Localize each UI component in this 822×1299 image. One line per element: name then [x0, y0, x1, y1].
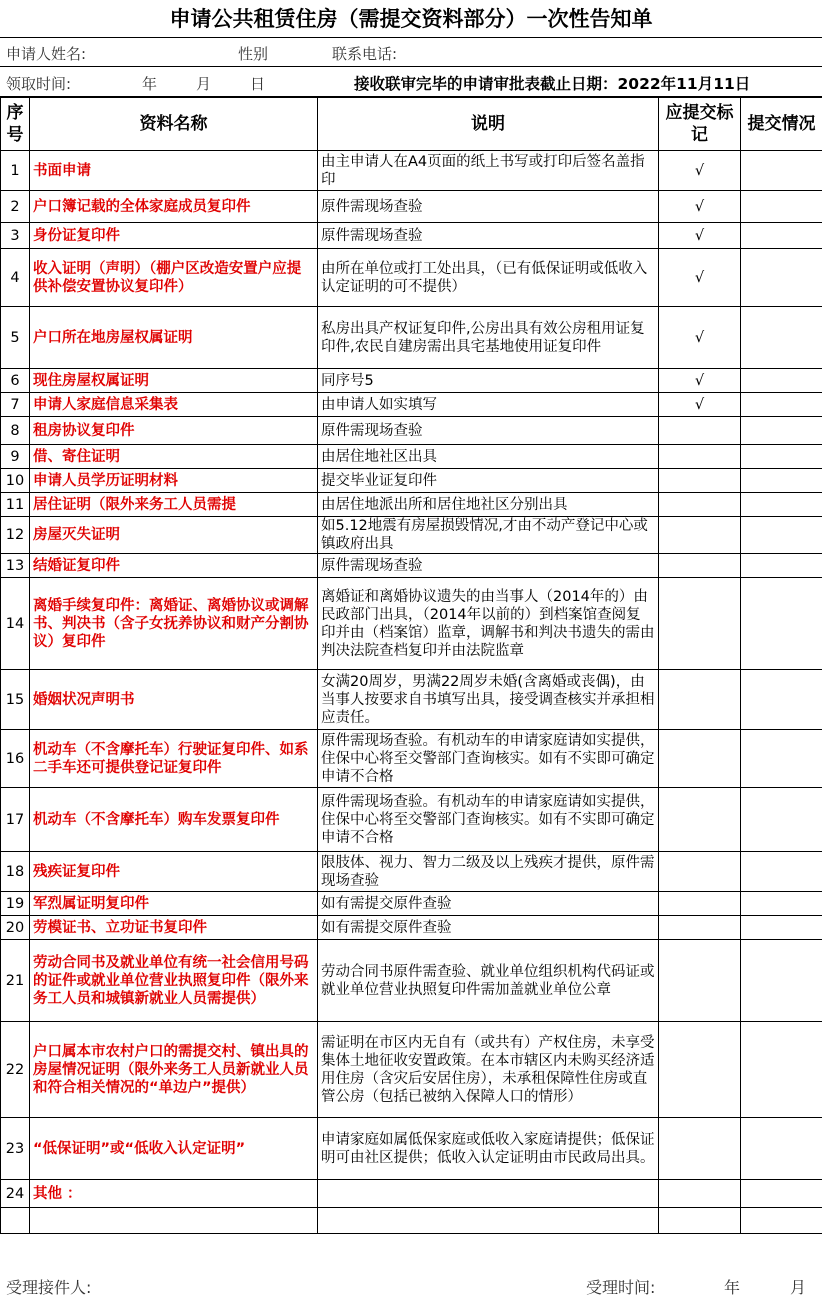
submission-status — [741, 191, 822, 223]
submission-status — [741, 369, 822, 393]
row-number: 14 — [1, 578, 30, 670]
row-number: 6 — [1, 369, 30, 393]
submission-status — [741, 393, 822, 417]
table-row — [1, 249, 822, 307]
table-row — [1, 517, 822, 554]
submission-status — [741, 916, 822, 940]
phone-label: 联系电话: — [332, 45, 398, 63]
row-number: 12 — [1, 517, 30, 554]
submission-status — [741, 670, 822, 730]
table-row — [1, 493, 822, 517]
submission-status — [741, 892, 822, 916]
table-row — [1, 670, 822, 730]
submission-status — [741, 1180, 822, 1208]
row-number: 17 — [1, 788, 30, 852]
table-row — [1, 730, 822, 788]
submission-status — [741, 1208, 822, 1234]
material-name: 机动车（不含摩托车）行驶证复印件、如系二手车还可提供登记证复印件 — [30, 730, 318, 788]
material-description: 原件需现场查验。有机动车的申请家庭请如实提供，住保中心将至交警部门查询核实。如有不实即可确定申请不合格 — [318, 730, 659, 788]
material-description: 提交毕业证复印件 — [318, 469, 659, 493]
material-name — [30, 1208, 318, 1234]
submission-status — [741, 307, 822, 369]
row-number: 1 — [1, 151, 30, 191]
required-mark — [659, 517, 741, 554]
header-status: 提交情况 — [741, 98, 822, 151]
required-mark — [659, 788, 741, 852]
table-row — [1, 940, 822, 1022]
submission-status — [741, 1022, 822, 1118]
row-number: 18 — [1, 852, 30, 892]
material-description: 离婚证和离婚协议遗失的由当事人（2014年的）由民政部门出具，（2014年以前的）到档案馆查阅复印并由（档案馆）监章，调解书和判决书遗失的需由判决法院查档复印并由法院监章 — [318, 578, 659, 670]
material-description: 限肢体、视力、智力二级及以上残疾才提供，原件需现场查验 — [318, 852, 659, 892]
submission-status — [741, 469, 822, 493]
material-name: 租房协议复印件 — [30, 417, 318, 445]
table-row — [1, 1180, 822, 1208]
row-number: 5 — [1, 307, 30, 369]
submission-status — [741, 223, 822, 249]
submission-status — [741, 151, 822, 191]
material-name: 借、寄住证明 — [30, 445, 318, 469]
material-description: 原件需现场查验 — [318, 191, 659, 223]
material-name: 离婚手续复印件：离婚证、离婚协议或调解书、判决书（含子女抚养协议和财产分割协议）复印件 — [30, 578, 318, 670]
material-description: 私房出具产权证复印件,公房出具有效公房租用证复印件,农民自建房需出具宅基地使用证复印件 — [318, 307, 659, 369]
material-description: 如有需提交原件查验 — [318, 892, 659, 916]
required-mark — [659, 1022, 741, 1118]
handler-label: 受理接件人: — [6, 1278, 92, 1297]
required-mark — [659, 445, 741, 469]
table-row — [1, 578, 822, 670]
required-mark: √ — [659, 191, 741, 223]
page-title: 申请公共租赁住房（需提交资料部分）一次性告知单 — [0, 0, 822, 38]
table-row — [1, 191, 822, 223]
row-number: 10 — [1, 469, 30, 493]
submission-status — [741, 249, 822, 307]
required-mark — [659, 1208, 741, 1234]
material-name: 书面申请 — [30, 151, 318, 191]
footer-month-label: 月 — [790, 1278, 807, 1297]
table-row — [1, 1208, 822, 1234]
material-description: 由居住地社区出具 — [318, 445, 659, 469]
row-number: 24 — [1, 1180, 30, 1208]
material-description: 劳动合同书原件需查验、就业单位组织机构代码证或就业单位营业执照复印件需加盖就业单位公章 — [318, 940, 659, 1022]
submission-status — [741, 578, 822, 670]
required-mark: √ — [659, 223, 741, 249]
materials-rows — [1, 151, 822, 1234]
required-mark: √ — [659, 249, 741, 307]
table-row — [1, 469, 822, 493]
material-description: 女满20周岁，男满22周岁未婚(含离婚或丧偶)，由当事人按要求自书填写出具，接受调查核实并承担相应责任。 — [318, 670, 659, 730]
material-name: 婚姻状况声明书 — [30, 670, 318, 730]
material-description: 由居住地派出所和居住地社区分别出具 — [318, 493, 659, 517]
submission-status — [741, 788, 822, 852]
submission-status — [741, 1118, 822, 1180]
table-row — [1, 393, 822, 417]
material-name: “低保证明”或“低收入认定证明” — [30, 1118, 318, 1180]
required-mark: √ — [659, 369, 741, 393]
materials-table — [0, 97, 822, 1234]
required-mark — [659, 940, 741, 1022]
applicant-info-row — [0, 38, 822, 67]
row-number: 11 — [1, 493, 30, 517]
gender-label: 性别 — [238, 45, 269, 63]
material-name: 残疾证复印件 — [30, 852, 318, 892]
header-name: 资料名称 — [30, 98, 318, 151]
material-name: 户口簿记载的全体家庭成员复印件 — [30, 191, 318, 223]
required-mark — [659, 578, 741, 670]
footer — [0, 1272, 822, 1299]
material-name: 身份证复印件 — [30, 223, 318, 249]
table-row — [1, 554, 822, 578]
material-description: 原件需现场查验 — [318, 223, 659, 249]
material-description: 原件需现场查验 — [318, 554, 659, 578]
row-number: 3 — [1, 223, 30, 249]
required-mark — [659, 1180, 741, 1208]
required-mark — [659, 892, 741, 916]
material-name: 劳模证书、立功证书复印件 — [30, 916, 318, 940]
table-header-row — [1, 98, 822, 151]
receive-year-label: 年 — [142, 75, 158, 93]
material-name: 户口属本市农村户口的需提交村、镇出具的房屋情况证明（限外来务工人员新就业人员和符合相关情况的“单边户”提供） — [30, 1022, 318, 1118]
required-mark — [659, 417, 741, 445]
material-name: 申请人员学历证明材料 — [30, 469, 318, 493]
material-description: 申请家庭如属低保家庭或低收入家庭请提供；低保证明可由社区提供；低收入认定证明由市民政局出具。 — [318, 1118, 659, 1180]
submission-status — [741, 852, 822, 892]
required-mark — [659, 493, 741, 517]
submission-status — [741, 493, 822, 517]
material-description: 原件需现场查验。有机动车的申请家庭请如实提供，住保中心将至交警部门查询核实。如有不实即可确定申请不合格 — [318, 788, 659, 852]
table-row — [1, 151, 822, 191]
required-mark — [659, 670, 741, 730]
table-row — [1, 892, 822, 916]
receive-day-label: 日 — [250, 75, 266, 93]
header-no: 序号 — [1, 98, 30, 151]
table-row — [1, 1022, 822, 1118]
required-mark — [659, 852, 741, 892]
table-row — [1, 916, 822, 940]
row-number — [1, 1208, 30, 1234]
submission-status — [741, 730, 822, 788]
submission-status — [741, 940, 822, 1022]
material-name: 现住房屋权属证明 — [30, 369, 318, 393]
table-row — [1, 1118, 822, 1180]
required-mark: √ — [659, 151, 741, 191]
required-mark: √ — [659, 307, 741, 369]
material-name: 居住证明（限外来务工人员需提 — [30, 493, 318, 517]
footer-year-label: 年 — [724, 1278, 741, 1297]
row-number: 15 — [1, 670, 30, 730]
header-mark: 应提交标记 — [659, 98, 741, 151]
row-number: 23 — [1, 1118, 30, 1180]
material-description: 如有需提交原件查验 — [318, 916, 659, 940]
required-mark — [659, 916, 741, 940]
receive-date-row — [0, 67, 822, 97]
material-name: 户口所在地房屋权属证明 — [30, 307, 318, 369]
submission-status — [741, 554, 822, 578]
receive-month-label: 月 — [196, 75, 212, 93]
row-number: 9 — [1, 445, 30, 469]
header-desc: 说明 — [318, 98, 659, 151]
material-description: 由所在单位或打工处出具，（已有低保证明或低收入认定证明的可不提供） — [318, 249, 659, 307]
deadline-text: 接收联审完毕的申请审批表截止日期：2022年11月11日 — [354, 75, 751, 93]
row-number: 22 — [1, 1022, 30, 1118]
material-description: 需证明在市区内无自有（或共有）产权住房，未享受集体土地征收安置政策。在本市辖区内未购买经济适用住房（含灾后安居住房），未承租保障性住房或直管公房（包括已被纳入保障人口的情形） — [318, 1022, 659, 1118]
material-description: 同序号5 — [318, 369, 659, 393]
table-row — [1, 223, 822, 249]
material-name: 房屋灭失证明 — [30, 517, 318, 554]
table-row — [1, 788, 822, 852]
material-description: 如5.12地震有房屋损毁情况,才由不动产登记中心或镇政府出具 — [318, 517, 659, 554]
table-row — [1, 417, 822, 445]
table-row — [1, 445, 822, 469]
material-name: 结婚证复印件 — [30, 554, 318, 578]
material-description: 由申请人如实填写 — [318, 393, 659, 417]
receive-time-label: 领取时间: — [6, 75, 72, 93]
material-description — [318, 1208, 659, 1234]
material-name: 其他 ： — [30, 1180, 318, 1208]
required-mark — [659, 554, 741, 578]
material-description — [318, 1180, 659, 1208]
material-name: 收入证明（声明）（棚户区改造安置户应提供补偿安置协议复印件） — [30, 249, 318, 307]
table-row — [1, 852, 822, 892]
required-mark — [659, 1118, 741, 1180]
handle-time-label: 受理时间: — [586, 1278, 656, 1297]
row-number: 4 — [1, 249, 30, 307]
applicant-name-label: 申请人姓名: — [6, 45, 87, 63]
row-number: 16 — [1, 730, 30, 788]
table-row — [1, 369, 822, 393]
submission-status — [741, 417, 822, 445]
row-number: 20 — [1, 916, 30, 940]
material-description: 由主申请人在A4页面的纸上书写或打印后签名盖指印 — [318, 151, 659, 191]
required-mark — [659, 469, 741, 493]
material-name: 机动车（不含摩托车）购车发票复印件 — [30, 788, 318, 852]
row-number: 21 — [1, 940, 30, 1022]
row-number: 19 — [1, 892, 30, 916]
table-row — [1, 307, 822, 369]
row-number: 7 — [1, 393, 30, 417]
row-number: 13 — [1, 554, 30, 578]
submission-status — [741, 517, 822, 554]
row-number: 2 — [1, 191, 30, 223]
submission-status — [741, 445, 822, 469]
required-mark — [659, 730, 741, 788]
material-name: 申请人家庭信息采集表 — [30, 393, 318, 417]
material-name: 劳动合同书及就业单位有统一社会信用号码的证件或就业单位营业执照复印件（限外来务工人员和城镇新就业人员需提供） — [30, 940, 318, 1022]
row-number: 8 — [1, 417, 30, 445]
material-name: 军烈属证明复印件 — [30, 892, 318, 916]
required-mark: √ — [659, 393, 741, 417]
material-description: 原件需现场查验 — [318, 417, 659, 445]
